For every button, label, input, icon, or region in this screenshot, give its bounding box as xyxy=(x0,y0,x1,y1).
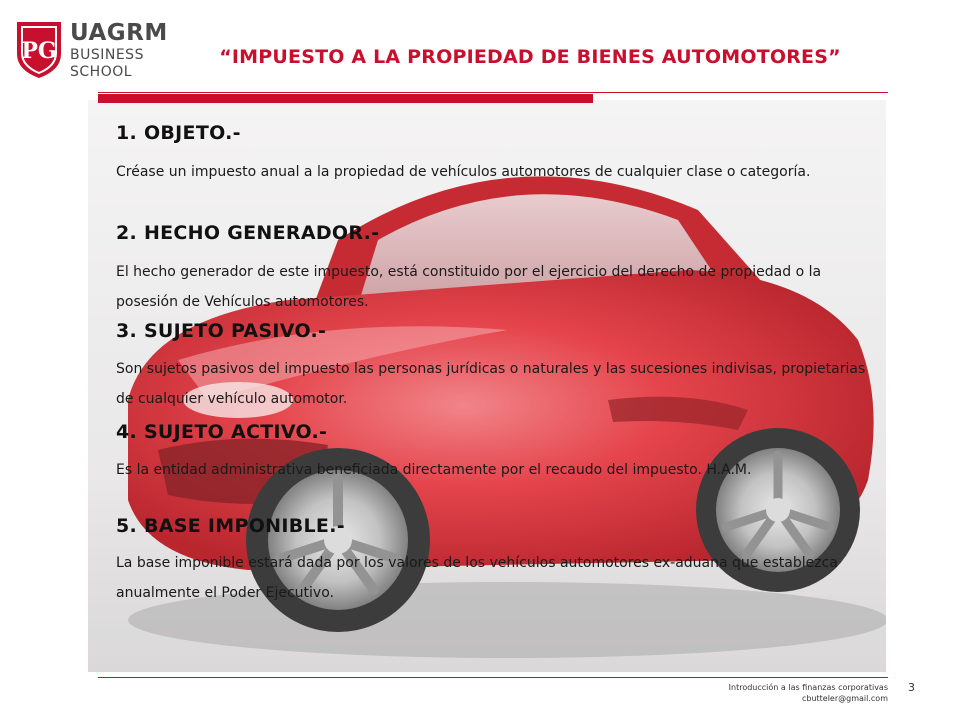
heading-sujeto-pasivo: 3. SUJETO PASIVO.- xyxy=(116,320,327,342)
heading-hecho-generador: 2. HECHO GENERADOR.- xyxy=(116,222,380,244)
footer-email: cbutteler@gmail.com xyxy=(801,694,888,703)
footer-rule xyxy=(98,677,888,678)
text-sujeto-activo: Es la entidad administrativa beneficiada directamente por el recaudo del impuesto. H.A.M. xyxy=(116,462,752,478)
text-sujeto-pasivo: Son sujetos pasivos del impuesto las personas jurídicas o naturales y las sucesiones indivisas, propietarias de cualquier vehículo automotor. xyxy=(116,361,866,407)
text-base-imponible: La base imponible estará dada por los valores de los vehículos automotores ex-aduana que establezca anualmente el Poder Ejecutivo. xyxy=(116,555,838,601)
logo-line-uagrm: UAGRM xyxy=(70,20,168,46)
uagrm-logo xyxy=(14,18,168,88)
slide-title: “IMPUESTO A LA PROPIEDAD DE BIENES AUTOMOTORES” xyxy=(219,46,841,68)
svg-text:PG: PG xyxy=(21,38,57,64)
text-hecho-generador: El hecho generador de este impuesto, está constituido por el ejercicio del derecho de propiedad o la posesión de Vehículos automotores. xyxy=(116,264,822,310)
footer-text xyxy=(729,682,888,704)
text-objeto: Créase un impuesto anual a la propiedad de vehículos automotores de cualquier clase o categoría. xyxy=(116,164,811,180)
heading-sujeto-activo: 4. SUJETO ACTIVO.- xyxy=(116,421,328,443)
logo-line-business: BUSINESS xyxy=(70,47,144,63)
title-rule-thin xyxy=(98,92,888,93)
footer-course: Introducción a las finanzas corporativas xyxy=(728,683,888,692)
title-rule-thick xyxy=(98,94,593,103)
logo-line-school: SCHOOL xyxy=(70,64,133,80)
page-number: 3 xyxy=(908,681,915,694)
heading-objeto: 1. OBJETO.- xyxy=(116,122,241,144)
shield-logo-icon xyxy=(14,18,64,80)
heading-base-imponible: 5. BASE IMPONIBLE.- xyxy=(116,515,345,537)
